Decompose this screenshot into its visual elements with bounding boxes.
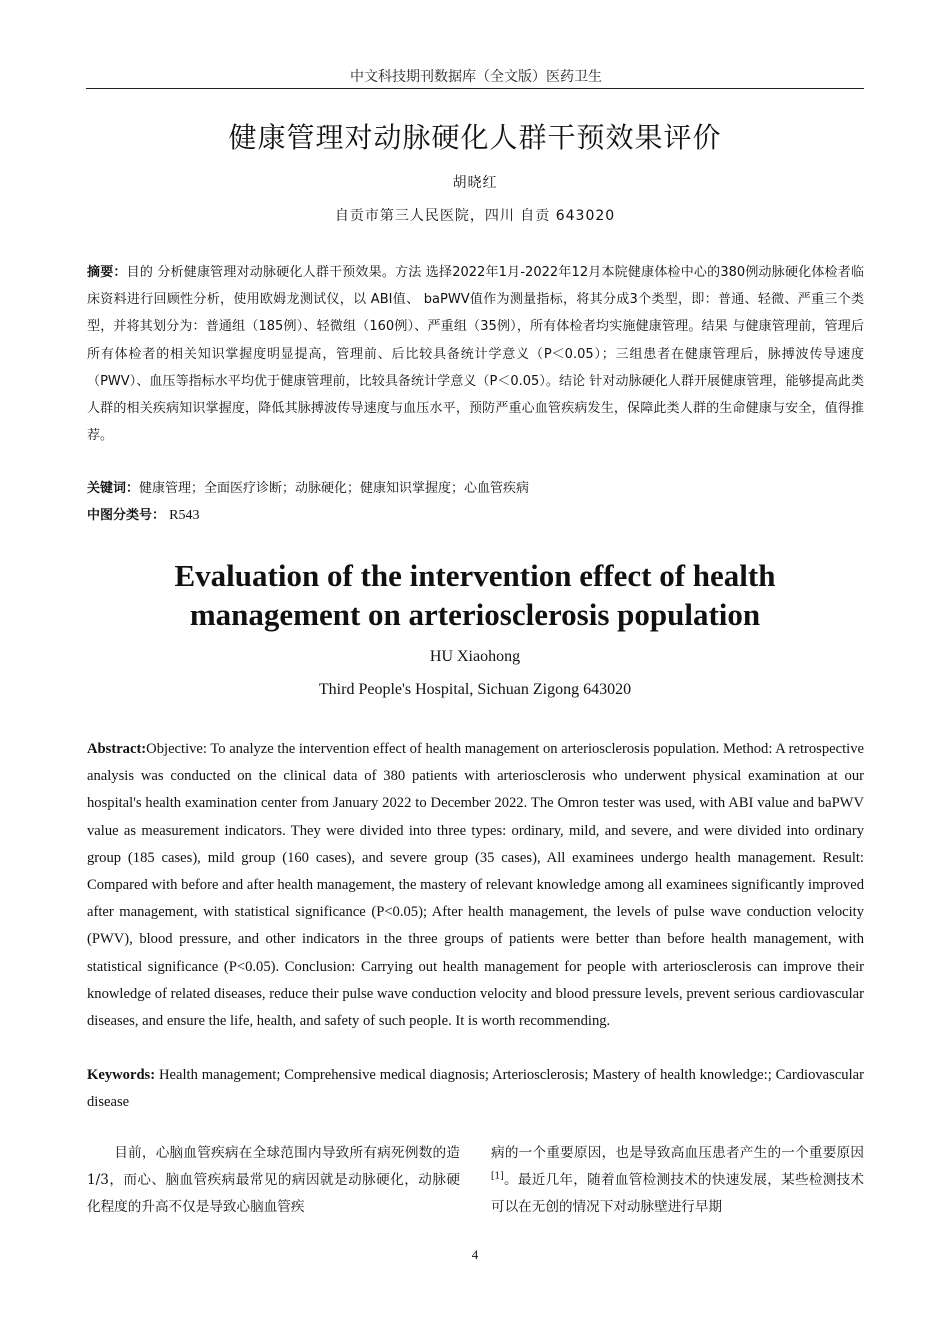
body-right-column: [491, 1140, 864, 1221]
classification-number: [87, 504, 864, 524]
english-affiliation: Third People's Hospital, Sichuan Zigong 643020: [318, 681, 632, 698]
english-keywords: [87, 1062, 864, 1116]
chinese-author: 胡晓红: [452, 175, 498, 191]
chinese-keywords-label: 关键词：: [87, 481, 140, 496]
english-abstract: [87, 736, 864, 1035]
body-right-text-1: 病的一个重要原因，也是导致高血压患者产生的一个重要原因: [491, 1145, 864, 1161]
chinese-keywords: [87, 477, 864, 496]
english-abstract-label: Abstract:: [87, 741, 147, 757]
classification-label: 中图分类号：: [87, 508, 166, 523]
journal-header: 中文科技期刊数据库（全文版）医药卫生: [350, 69, 602, 85]
english-title: [60, 556, 890, 634]
body-right-text-2: 。最近几年，随着血管检测技术的快速发展，某些检测技术可以在无创的情况下对动脉壁进行早期: [491, 1172, 864, 1215]
chinese-keywords-text: 健康管理；全面医疗诊断；动脉硬化；健康知识掌握度；心血管疾病: [139, 481, 530, 496]
english-keywords-text: Health management; Comprehensive medical diagnosis; Arteriosclerosis; Mastery of health knowledge:; Cardiovascular disease: [87, 1067, 864, 1111]
chinese-title: 健康管理对动脉硬化人群干预效果评价: [228, 121, 722, 154]
english-title-line-1: Evaluation of the intervention effect of health: [174, 558, 776, 593]
chinese-abstract-label: 摘要：: [87, 265, 127, 280]
english-author: HU Xiaohong: [429, 648, 521, 665]
body-left-column: 目前，心脑血管疾病在全球范围内导致所有病死例数的造1/3，而心、脑血管疾病最常见的病因就是动脉硬化，动脉硬化程度的升高不仅是导致心脑血管疾: [87, 1145, 460, 1215]
english-title-line-2: management on arteriosclerosis population: [189, 597, 761, 632]
page-number: 4: [471, 1247, 479, 1262]
english-abstract-text: Objective: To analyze the intervention effect of health management on arteriosclerosis population. Method: A retrospective analysis was conducted on the clinical data of 380 patients with arteriosclerosis who underwent physical examination at our hospital's health examination center from January 2022 to December 2022. The Omron tester was used, with ABI value and baPWV value as measurement indicators. They were divided into three types: ordinary, mild, and severe, and were divided into ordinary group (185 cases), mild group (160 cases), and severe group (35 cases), All examinees undergo health management. Result: Compared with before and after health management, the mastery of relevant knowledge among all examinees significantly improved after management, with statistical significance (P<0.05); After health management, the levels of pulse wave conduction velocity (PWV), blood pressure, and other indicators in the three groups of patients were better than before health management, with statistical significance (P<0.05). Conclusion: Carrying out health management for people with arteriosclerosis can improve their knowledge of related diseases, reduce their pulse wave conduction velocity and blood pressure levels, prevent serious cardiovascular diseases, and ensure the life, health, and safety of such people. It is worth recommending.: [87, 741, 864, 1030]
header-rule: [86, 88, 864, 89]
chinese-abstract-text: 目的 分析健康管理对动脉硬化人群干预效果。方法 选择2022年1月-2022年12月本院健康体检中心的380例动脉硬化体检者临床资料进行回顾性分析，使用欧姆龙测试仪，以 ABI值、 baPWV值作为测量指标，将其分成3个类型，即：普通、轻微、严重三个类型，并将其划分为：普通组（185例）、轻微组（160例）、严重组（35例），所有体检者均实施健康管理。结果 与健康管理前，管理后所有体检者的相关知识掌握度明显提高，管理前、后比较具备统计学意义（P＜0.05）；三组患者在健康管理后，脉搏波传导速度（PWV）、血压等指标水平均优于健康管理前，比较具备统计学意义（P＜0.05）。结论 针对动脉硬化人群开展健康管理，能够提高此类人群的相关疾病知识掌握度，降低其脉搏波传导速度与血压水平，预防严重心血管疾病发生，保障此类人群的生命健康与安全，值得推荐。: [87, 265, 864, 444]
citation-marker[interactable]: [1]: [491, 1171, 504, 1182]
classification-value: R543: [169, 508, 200, 523]
english-keywords-label: Keywords:: [87, 1067, 156, 1083]
chinese-affiliation: 自贡市第三人民医院，四川 自贡 643020: [334, 208, 616, 224]
chinese-abstract: [87, 259, 864, 449]
